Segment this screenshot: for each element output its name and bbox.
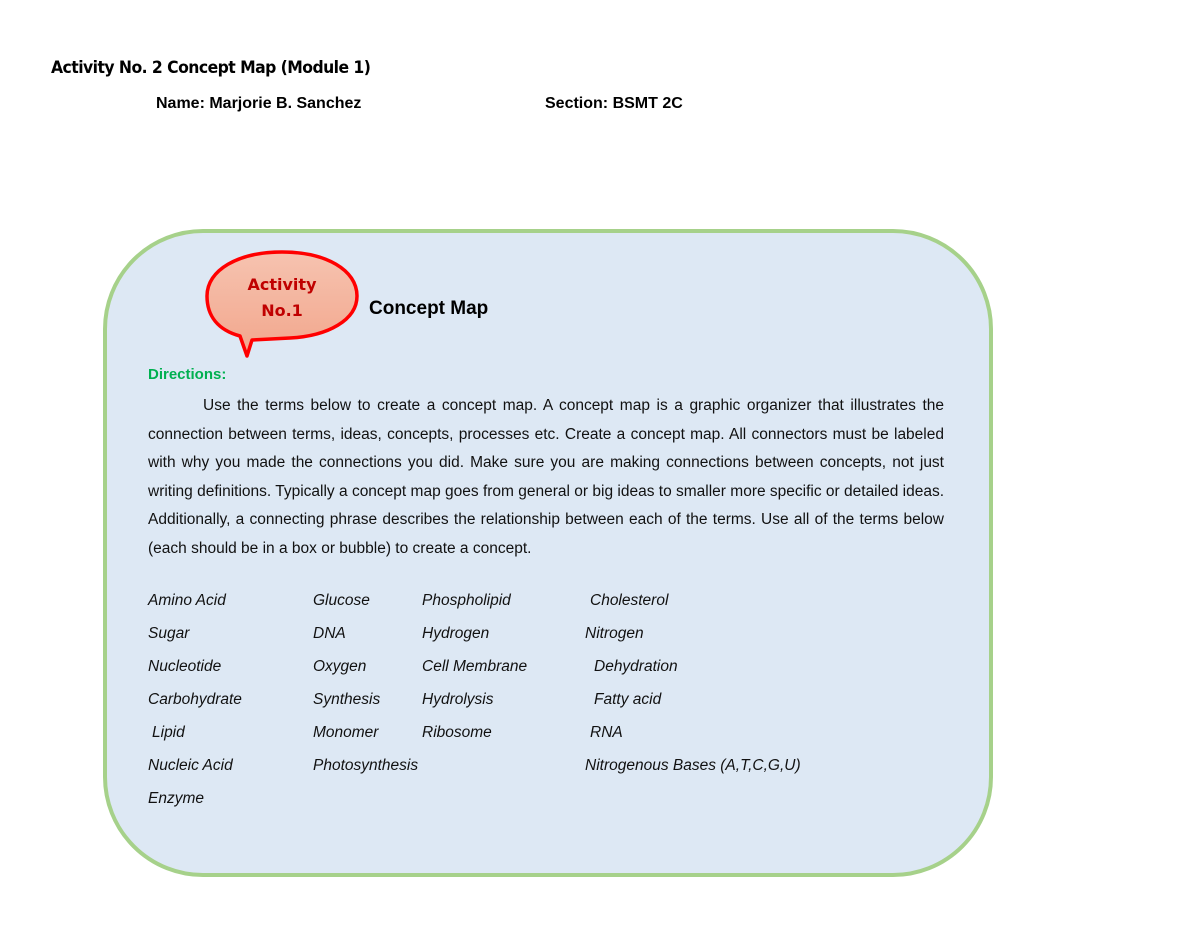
term: Sugar: [148, 625, 190, 642]
term: Cell Membrane: [422, 658, 528, 675]
term: Enzyme: [148, 790, 204, 807]
term: Glucose: [313, 592, 370, 609]
term: Synthesis: [313, 691, 381, 708]
term: Photosynthesis: [313, 757, 419, 774]
activity-speech-bubble: [204, 248, 360, 360]
student-section: Section: BSMT 2C: [545, 95, 683, 112]
term: Hydrogen: [422, 625, 490, 642]
term: RNA: [590, 724, 623, 741]
bubble-line-1: Activity: [247, 275, 317, 294]
directions-text: [148, 392, 944, 563]
term: Ribosome: [422, 724, 492, 741]
term: Lipid: [152, 724, 185, 741]
term: DNA: [313, 625, 346, 642]
directions-paragraph: Use the terms below to create a concept map. A concept map is a graphic organizer that illustrates the connection between terms, ideas, concepts, processes etc. Create a concept map. All connectors must be labeled with why you made the connections you did. Make sure you are making connections between concepts, not just writing definitions. Typically a concept map goes from general or big ideas to smaller more specific or detailed ideas. Additionally, a connecting phrase describes the relationship between each of the terms. Use all of the terms below (each should be in a box or bubble) to create a concept.: [148, 397, 944, 557]
term: Nitrogen: [585, 625, 644, 642]
term: Cholesterol: [590, 592, 669, 609]
term: Nitrogenous Bases (A,T,C,G,U): [585, 757, 801, 774]
directions-label: Directions:: [148, 366, 227, 383]
student-name: Name: Marjorie B. Sanchez: [156, 95, 362, 112]
document-title: Activity No. 2 Concept Map (Module 1): [51, 58, 371, 78]
term: Dehydration: [594, 658, 678, 675]
term: Fatty acid: [594, 691, 662, 708]
term: Amino Acid: [148, 592, 226, 609]
term: Carbohydrate: [148, 691, 242, 708]
term: Hydrolysis: [422, 691, 494, 708]
bubble-line-2: No.1: [261, 301, 303, 320]
term: Nucleotide: [148, 658, 222, 675]
term: Nucleic Acid: [148, 757, 233, 774]
term: Monomer: [313, 724, 379, 741]
card-title: Concept Map: [369, 298, 489, 319]
term: Oxygen: [313, 658, 367, 675]
term: Phospholipid: [422, 592, 511, 609]
